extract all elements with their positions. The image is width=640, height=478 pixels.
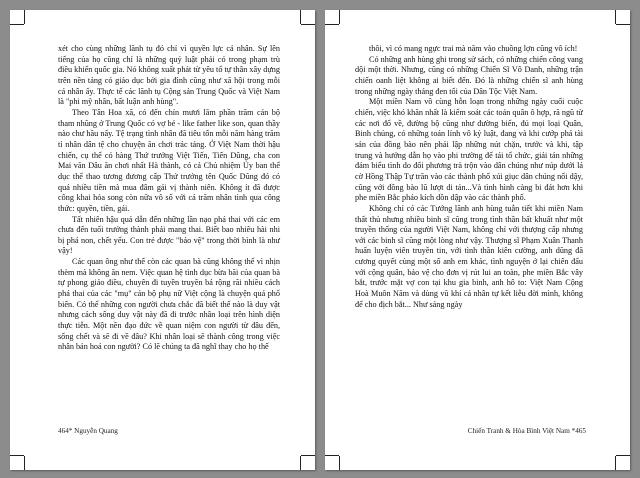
paragraph: Tất nhiên hậu quả dẫn đến những lần nạo phá thai với các em chưa đến tuổi trưởng thành phải mang thai. Biết bao nhiêu hài nhi bị phá non, chết yểu. Con trẻ được "bảo vệ" trong thời bình là như vậy! bbox=[58, 214, 280, 256]
crop-mark bbox=[24, 10, 25, 24]
right-page-text bbox=[355, 44, 583, 310]
crop-mark bbox=[339, 456, 340, 470]
crop-mark bbox=[301, 455, 315, 456]
crop-mark bbox=[615, 10, 616, 24]
right-page bbox=[325, 10, 630, 470]
crop-mark bbox=[300, 10, 301, 24]
crop-mark bbox=[300, 456, 301, 470]
paragraph: thôi, vì có mang ngực trai mà năm vào chuồng lợn cũng vô ích! bbox=[369, 44, 578, 53]
crop-mark bbox=[325, 24, 339, 25]
crop-mark bbox=[616, 24, 630, 25]
paragraph: Các quan ông như thế còn các quan bà cũng không thể vì nhịn thèm mà không ăn nem. Việc quan hệ tình dục bừa bãi của quan bà tự phong giáo điều, chuyên đi tuyền truyền bá rộng rãi nhiều cách phá thai của các "mụ" cán bộ phụ nữ Việt cộng là chuyện quá phổ biến. Có thể những con người chưa chắc đã biết thế nào là duy vật nhưng cách sống duy vật này đã đi trước nhân loại trên hình diện thực tiễn. Một nền đạo đức về quan niệm con người từ đâu đến, sống chết và sẽ đi về đâu? Khi nhân loại sẽ thành công trong việc nhân bản hoá con người? Có lẽ chúng ta đã nghĩ thay cho họ thế bbox=[58, 257, 280, 352]
crop-mark bbox=[301, 24, 315, 25]
crop-mark bbox=[616, 455, 630, 456]
paragraph: Có những anh hùng ghi trong sử sách, có những chiến công vang dội một thời. Nhưng, cũng có những Chiến Sĩ Vô Danh, những trận chiến oanh liệt không ai biết đến. Đó là những chiến sĩ anh hùng trong những ngày tháng đen tối của Dân Tộc Việt Nam. bbox=[355, 54, 583, 96]
crop-mark bbox=[10, 24, 24, 25]
page-footer: 464* Nguyễn Quang bbox=[58, 427, 118, 435]
paragraph: Một miền Nam vô cùng hỗn loạn trong những ngày cuối cuộc chiến, việc khó khăn nhất là kiểm soát các toán quân ô hợp, rã ngũ từ các nơi đổ về, đường bộ cũng như đường biển, đủ mọi loại Quân, Binh chủng, có những toán lính vô kỷ luật, đang và khi cướp phá tài sản của đồng bào nên phải lập những nút chặn, trước và khi, tập trung và hướng dẫn họ vào phi trường để tái tổ chức, giải tán những đám biểu tình do đối phương trà trộn vào dân chúng như núp dưới lá cờ Hồng Thập Tự trăn vào các thành phố xúi giục dân chúng nổi dậy, cũng với đồng bào lũ lượt di tản...Và tình hình càng bi đát hơn khi phe miền Bắc pháo kích dồn dập vào các thành phố. bbox=[355, 97, 583, 203]
crop-mark bbox=[339, 10, 340, 24]
left-page bbox=[10, 10, 315, 470]
crop-mark bbox=[24, 456, 25, 470]
crop-mark bbox=[10, 455, 24, 456]
page-footer: Chiến Tranh & Hòa Bình Việt Nam *465 bbox=[467, 427, 586, 435]
paragraph: Theo Tân Hoa xã, có đến chín mươi lăm phần trăm cán bộ tham nhũng ở Trung Quốc có vợ bé - like father like son, quan thầy nào chư hầu nấy. Tệ trạng tình nhân đã tiêu tốn mỗi năm hàng trăm tỉ nhân dân tệ cho chuyện ăn chơi trác táng. Ở Việt Nam thời hậu chiến, cụ thể có hàng Thứ trưởng Việt Tiến, Tiến Dũng, cha con Mai văn Dâu ăn chơi nhất Hà thành, có cả Chủ nhiệm Ủy ban thể dục thể thao tương đương cấp Thứ trưởng tên Quốc Dũng đó có quá nhiều tiền mà mua đâm gái vị thành niên. Không ít đã được công khai hóa song còn nữa vô số với cả trăm nhân tình qua công thức: quyền, tiền, gái. bbox=[58, 107, 280, 213]
paragraph: Không chỉ có các Tướng lãnh anh hùng tuẫn tiết khi miền Nam thất thủ nhưng nhiều binh sĩ cũng trong tình thần bất khuất như một truyền thống của người Việt Nam, không chỉ với thượng cấp nhưng với các binh sĩ cũng một lòng như vậy. Thượng sĩ Phạm Xuân Thanh huấn luyện viên truyền tin, với tình thần kiên cường, anh dũng đã cương quyết cùng một số anh em khác, tình nguyện ở lại chiến đấu với cộng quân, bảo vệ cho đơn vị rút lui an toàn, phe miền Bắc vây bắt, trước mặt vợ con tại khu gia binh, anh hô to: Việt Nam Cộng Hoà Muôn Năm và dùng vũ khí cá nhân tự kết liễu đời mình, không để cho địch bắt... Như sáng ngày bbox=[355, 203, 583, 309]
crop-mark bbox=[325, 455, 339, 456]
left-page-text bbox=[58, 44, 280, 353]
crop-mark bbox=[615, 456, 616, 470]
paragraph: xét cho cùng những lãnh tụ đó chỉ vì quyền lực cá nhân. Sự lên tiếng của họ cũng chỉ là những quỷ luật phải có trong phạm trù điều khiển quốc gia. Nó không xuất phát từ yêu tổ tự thân xây dựng trên nền tảng có giáo dục bởi gia đình cũng như xã hội trong mỗi cá nhân ấy. Thực tế các lãnh tụ Cộng sản Trung Quốc và Việt Nam là "phi mỹ nhân, bất luận anh hùng". bbox=[58, 44, 280, 107]
